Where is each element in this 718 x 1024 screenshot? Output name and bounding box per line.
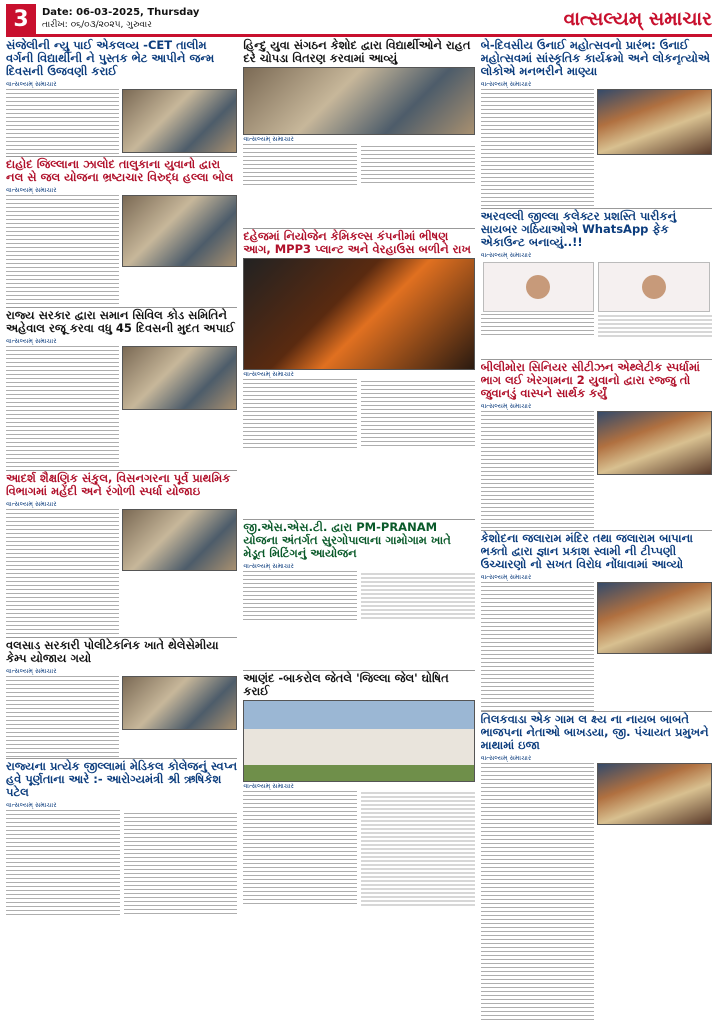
article-grid [6,38,712,1020]
date-gujarati: તારીખ: ૦૬/૦૩/૨૦૨૫, ગુરુવાર [42,20,152,30]
article-body [243,571,474,670]
article-10[interactable] [243,520,474,671]
byline: વાત્સલ્યમ્ સમાચાર [480,80,532,88]
article-body [6,89,119,156]
masthead [6,4,712,37]
article-6[interactable] [481,209,712,360]
headline[interactable]: કેશોદના જલારામ મંદિર તથા જલારામ બાપાના ભક્તો દ્વારા જ્ઞાન પ્રકાશ સ્વામી ની ટીપ્પણી ઉચ્ચારણો નો સખત વિરોધ નોંધાવામાં આવ્યો [480,531,693,571]
whatsapp-profile-card[interactable] [598,262,710,312]
headline[interactable]: આણંદ -બાકરોલ જેતલે 'જિલ્લા જેલ' ઘોષિત કરાઈ [243,671,449,698]
article-body [6,195,119,307]
article-body [6,676,119,758]
byline: વાત્સલ્યમ્ સમાચાર [480,402,532,410]
article-photo[interactable] [243,700,474,782]
page-number: 3 [6,4,36,34]
column-2 [243,38,474,1020]
byline: વાત્સલ્યમ્ સમાચાર [480,754,532,762]
byline: વાત્સલ્યમ્ સમાચાર [6,500,57,508]
article-5[interactable] [243,229,474,520]
whatsapp-profile-card[interactable] [483,262,595,312]
article-photo[interactable] [122,89,237,153]
article-photo[interactable] [122,509,237,571]
headline[interactable]: આદર્શ શૈક્ષણિક સંકુલ, વિસનગરના પૂર્વ પ્રાથમિક વિભાગમાં મહેંદી અને રંગોળી સ્પર્ધા યોજાઇ [6,471,231,498]
article-15[interactable] [6,759,237,1020]
article-3[interactable] [481,38,712,209]
article-photo[interactable] [243,258,474,370]
article-8[interactable] [481,360,712,531]
byline: વાત્સલ્યમ્ સમાચાર [243,370,294,378]
byline: વાત્સલ્યમ્ સમાચાર [6,667,57,675]
article-body [481,411,594,530]
article-photo[interactable] [597,582,712,654]
article-photo[interactable] [243,67,474,135]
column-3 [481,38,712,1020]
article-photo[interactable] [122,346,237,410]
article-body [481,582,594,711]
date-english: Date: 06-03-2025, Thursday [42,7,200,18]
headline[interactable]: દહેજમાં નિયોજેન કેમિકલ્સ કંપનીમાં ભીષણ આગ, MPP3 પ્લાન્ટ અને વેરહાઉસ બળીને રાખ [243,229,471,256]
article-body [243,791,474,1020]
article-11[interactable] [481,531,712,712]
article-body [6,509,119,637]
headline[interactable]: જી.એસ.એસ.ટી. દ્વારા PM-PRANAM યોજના અંતર્ગત સુરગોપાલાના ગામોગામ ખાતે મેડૂત મિટિંગનું આયોજન [243,520,451,560]
article-13[interactable] [243,671,474,1020]
article-body [481,314,712,359]
byline: વાત્સલ્યમ્ સમાચાર [243,562,294,570]
profile-photo [526,275,550,299]
headline[interactable]: બે-દિવસીય ઉનાઈ મહોત્સવનો પ્રારંભ: ઉનાઈ મહોત્સવમાં સાંસ્કૃતિક કાર્યક્રમો અને લોકનૃત્યોએ લોકોએ મનભરીને માણ્યા [480,38,711,78]
article-12[interactable] [6,638,237,759]
headline[interactable]: રાજ્યના પ્રત્યેક જીલ્લામાં મેડિકલ કોલેજનું સ્વપ્ન હવે પૂર્ણતાના આરે :- આરોગ્યમંત્રી શ્રી ઋષિકેશ પટેલ [6,759,238,799]
article-body [243,144,474,228]
article-photo[interactable] [597,89,712,155]
article-body [243,379,474,519]
headline[interactable]: સંજેલીની ન્યુ પાઈ એકલવ્ય -CET તાલીમ વર્ગની વિદ્યાર્થીની ને પુસ્તક ભેટ આપીને જન્મ દિવસની ઉજવણી કરાઈ [6,38,215,78]
article-4[interactable] [6,157,237,308]
byline: વાત્સલ્યમ્ સમાચાર [480,251,532,259]
byline: વાત્સલ્યમ્ સમાચાર [6,80,57,88]
headline[interactable]: વલસાડ સરકારી પોલીટેકનિક ખાતે થેલેસેમીયા કેમ્પ યોજાય ગયો [6,638,219,665]
article-14[interactable] [481,712,712,1020]
date-block [42,7,199,31]
headline[interactable]: હિન્દુ યુવા સંગઠન કેશોદ દ્વારા વિદ્યાર્થીઓને રાહત દરે ચોપડા વિતરણ કરવામાં આવ્યું [243,38,471,65]
byline: વાત્સલ્યમ્ સમાચાર [6,186,57,194]
byline: વાત્સલ્યમ્ સમાચાર [6,801,57,809]
article-9[interactable] [6,471,237,638]
article-photo[interactable] [597,763,712,825]
article-body [481,763,594,1020]
byline: વાત્સલ્યમ્ સમાચાર [243,135,294,143]
article-photo[interactable] [122,676,237,730]
article-1[interactable] [6,38,237,157]
byline: વાત્સલ્યમ્ સમાચાર [6,337,57,345]
profile-photo [642,275,666,299]
article-photo[interactable] [597,411,712,475]
headline[interactable]: તિલકવાડા એક ગામ લ ક્ષ્ય ના નાયબ બાબતે ભાજપના નેતાઓ બાખડયા, જી. પંચાયત પ્રમુખને માથામાં ઇજા [480,712,709,752]
headline[interactable]: અરવલ્લી જીલ્લા કલેક્ટર પ્રશસ્તિ પારીકનું સાયબર ગઠિયાઓએ WhatsApp ફેક એકાઉન્ટ બનાવ્યું..!! [480,209,677,249]
article-body [6,346,119,470]
column-1 [6,38,237,1020]
byline: વાત્સલ્યમ્ સમાચાર [243,782,294,790]
headline[interactable]: બીલીમોરા સિનિયર સીટીઝન એથ્લેટીક સ્પર્ધામાં ભાગ લઈ ખેરગામના 2 યુવાનો દ્વારા રજ્જુ તો જુવાનડું વાસ્પને સાર્થક કર્યું [480,360,700,400]
brand-logo: વાત્સલ્યમ્ સમાચાર [563,8,712,30]
headline[interactable]: દાહોદ જિલ્લાના ઝાલોદ તાલુકાના યુવાનો દ્વારા નલ સે જલ યોજના ભ્રષ્ટાચાર વિરુદ્ધ હલ્લા બોલ [6,157,234,184]
article-photo[interactable] [122,195,237,267]
whatsapp-screenshots [481,260,712,314]
byline: વાત્સલ્યમ્ સમાચાર [480,573,532,581]
headline[interactable]: રાજ્ય સરકાર દ્વારા સમાન સિવિલ કોડ સમિતિને અહેવાલ રજૂ કરવા વધુ 45 દિવસની મુદત અપાઈ [6,308,235,335]
article-7[interactable] [6,308,237,471]
article-body [481,89,594,208]
article-body [6,810,237,1020]
article-2[interactable] [243,38,474,229]
